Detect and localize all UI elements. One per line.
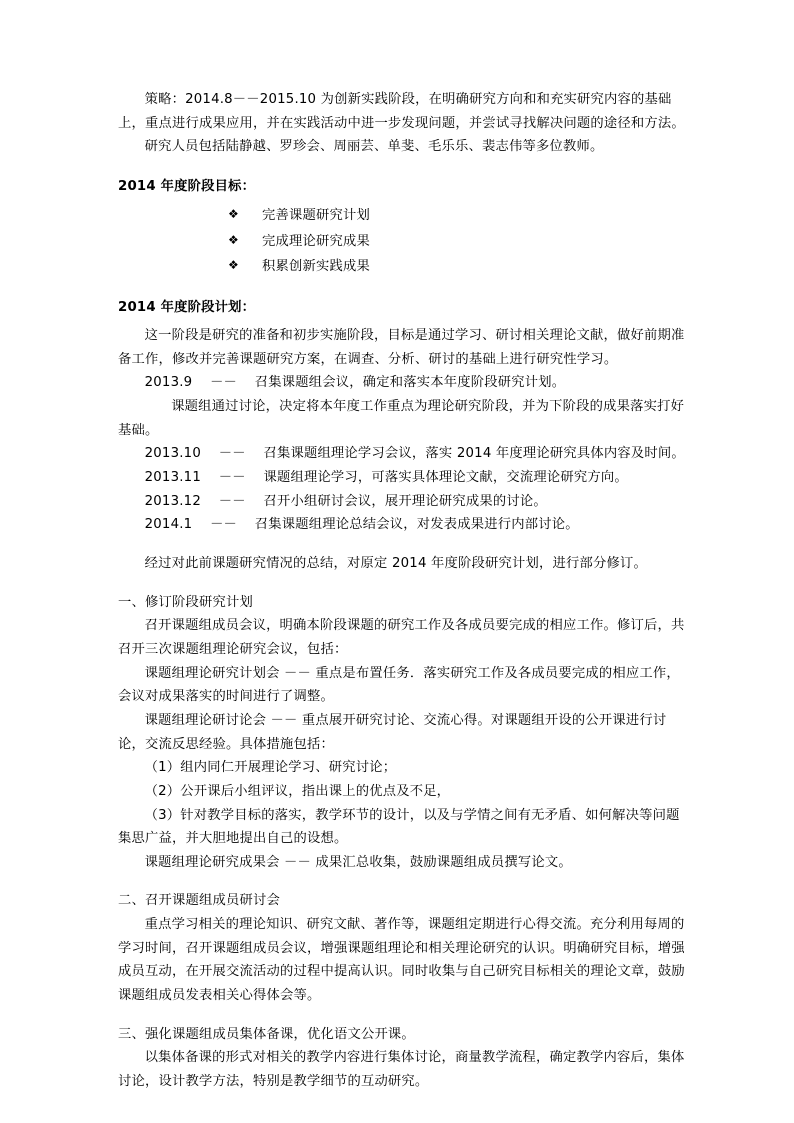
timeline-entry	[118, 371, 686, 395]
timeline-dash: －－	[210, 517, 238, 533]
section-paragraph: 重点学习相关的理论知识、研究文献、著作等，课题组定期进行心得交流。充分利用每周的学习时间，召开课题组成员会议，增强课题组理论和相关理论研究的认识。明确研究目标，增强成员互动，在开展交流活动的过程中提高认识。同时收集与自己研究目标相关的理论文章，鼓励课题组成员发表相关心得体会等。	[118, 917, 685, 1004]
timeline-entry	[118, 442, 686, 466]
timeline-dash: －－	[218, 469, 246, 485]
timeline-text: 召开小组研讨会议，展开理论研究成果的讨论。	[263, 493, 547, 509]
timeline-note: 课题组通过讨论，决定将本年度工作重点为理论研究阶段，并为下阶段的成果落实打好基础。	[118, 399, 685, 438]
section-list-item: （2）公开课后小组评议，指出课上的优点及不足，	[144, 783, 451, 799]
timeline-dash: －－	[218, 493, 246, 509]
list-item	[228, 254, 686, 280]
spacer	[118, 874, 686, 889]
list-item	[228, 203, 686, 229]
section-title: 二、召开课题组成员研讨会	[118, 893, 280, 909]
timeline-date: 2013.10	[144, 446, 201, 462]
intro-paragraph-1: 策略：2014.8－－2015.10 为创新实践阶段，在明确研究方向和和充实研究内容的基础上，重点进行成果应用，并在实践活动中进一步发现问题，并尝试寻找解决问题的途径和方法。	[118, 92, 685, 131]
timeline-dash: －－	[210, 375, 238, 391]
spacer	[118, 1008, 686, 1023]
section-closing: 课题组理论研究成果会 －－ 成果汇总收集，鼓励课题组成员撰写论文。	[144, 854, 572, 870]
timeline-entry	[118, 490, 686, 514]
section-paragraph: 课题组理论研讨论会 －－ 重点展开研究讨论、交流心得。对课题组开设的公开课进行讨论，交流反思经验。具体措施包括：	[118, 712, 667, 752]
diamond-bullet-icon: ❖	[228, 232, 239, 247]
timeline-text: 召集课题组理论学习会议，落实 2014 年度理论研究具体内容及时间。	[263, 446, 685, 462]
goals-list	[118, 203, 686, 281]
timeline-entry	[118, 466, 686, 490]
timeline-text: 召集课题组理论总结会议，对发表成果进行内部讨论。	[254, 517, 579, 533]
timeline-date: 2013.11	[144, 469, 201, 485]
section-paragraph: 召开课题组成员会议，明确本阶段课题的研究工作及各成员要完成的相应工作。修订后，共召开三次课题组理论研究会议，包括：	[118, 618, 685, 657]
spacer	[118, 537, 686, 552]
spacer	[118, 576, 686, 591]
timeline-dash: －－	[218, 446, 246, 462]
section-paragraph: 以集体备课的形式对相关的教学内容进行集体讨论，商量教学流程，确定教学内容后，集体讨论，设计教学方法，特别是教学细节的互动研究。	[118, 1050, 685, 1090]
section-list-item: （1）组内同仁开展理论学习、研究讨论；	[144, 760, 397, 776]
section-list-item: （3）针对教学目标的落实，教学环节的设计，以及与学情之间有无矛盾、如何解决等问题集思广益，并大胆地提出自己的设想。	[118, 807, 680, 847]
timeline-entry	[118, 513, 686, 537]
goal-label: 完善课题研究计划	[262, 207, 370, 223]
timeline-date: 2013.9	[144, 375, 193, 391]
list-item	[228, 229, 686, 255]
intro-paragraph-2: 研究人员包括陆静越、罗珍会、周丽芸、单斐、毛乐乐、裴志伟等多位教师。	[144, 139, 604, 155]
plan-heading: 2014 年度阶段计划：	[118, 300, 256, 316]
timeline-date: 2013.12	[144, 493, 201, 509]
goal-label: 完成理论研究成果	[262, 233, 370, 249]
diamond-bullet-icon: ❖	[228, 258, 239, 273]
plan-intro-paragraph: 这一阶段是研究的准备和初步实施阶段，目标是通过学习、研讨相关理论文献，做好前期准备工作，修改并完善课题研究方案，在调查、分析、研讨的基础上进行研究性学习。	[118, 328, 685, 367]
diamond-bullet-icon: ❖	[228, 206, 239, 221]
section-title: 三、强化课题组成员集体备课，优化语文公开课。	[118, 1026, 415, 1042]
section-paragraph: 课题组理论研究计划会 －－ 重点是布置任务．落实研究工作及各成员要完成的相应工作，会议对成果落实的时间进行了调整。	[118, 665, 680, 705]
timeline-text: 召集课题组会议，确定和落实本年度阶段研究计划。	[254, 375, 566, 391]
document-body	[118, 88, 686, 1094]
goals-heading: 2014 年度阶段目标：	[118, 178, 256, 194]
timeline-date: 2014.1	[144, 517, 193, 533]
section-title: 一、修订阶段研究计划	[118, 594, 253, 610]
summary-paragraph: 经过对此前课题研究情况的总结，对原定 2014 年度阶段研究计划，进行部分修订。	[144, 555, 647, 571]
goal-label: 积累创新实践成果	[262, 259, 370, 275]
timeline-text: 课题组理论学习，可落实具体理论文献，交流理论研究方向。	[263, 469, 628, 485]
